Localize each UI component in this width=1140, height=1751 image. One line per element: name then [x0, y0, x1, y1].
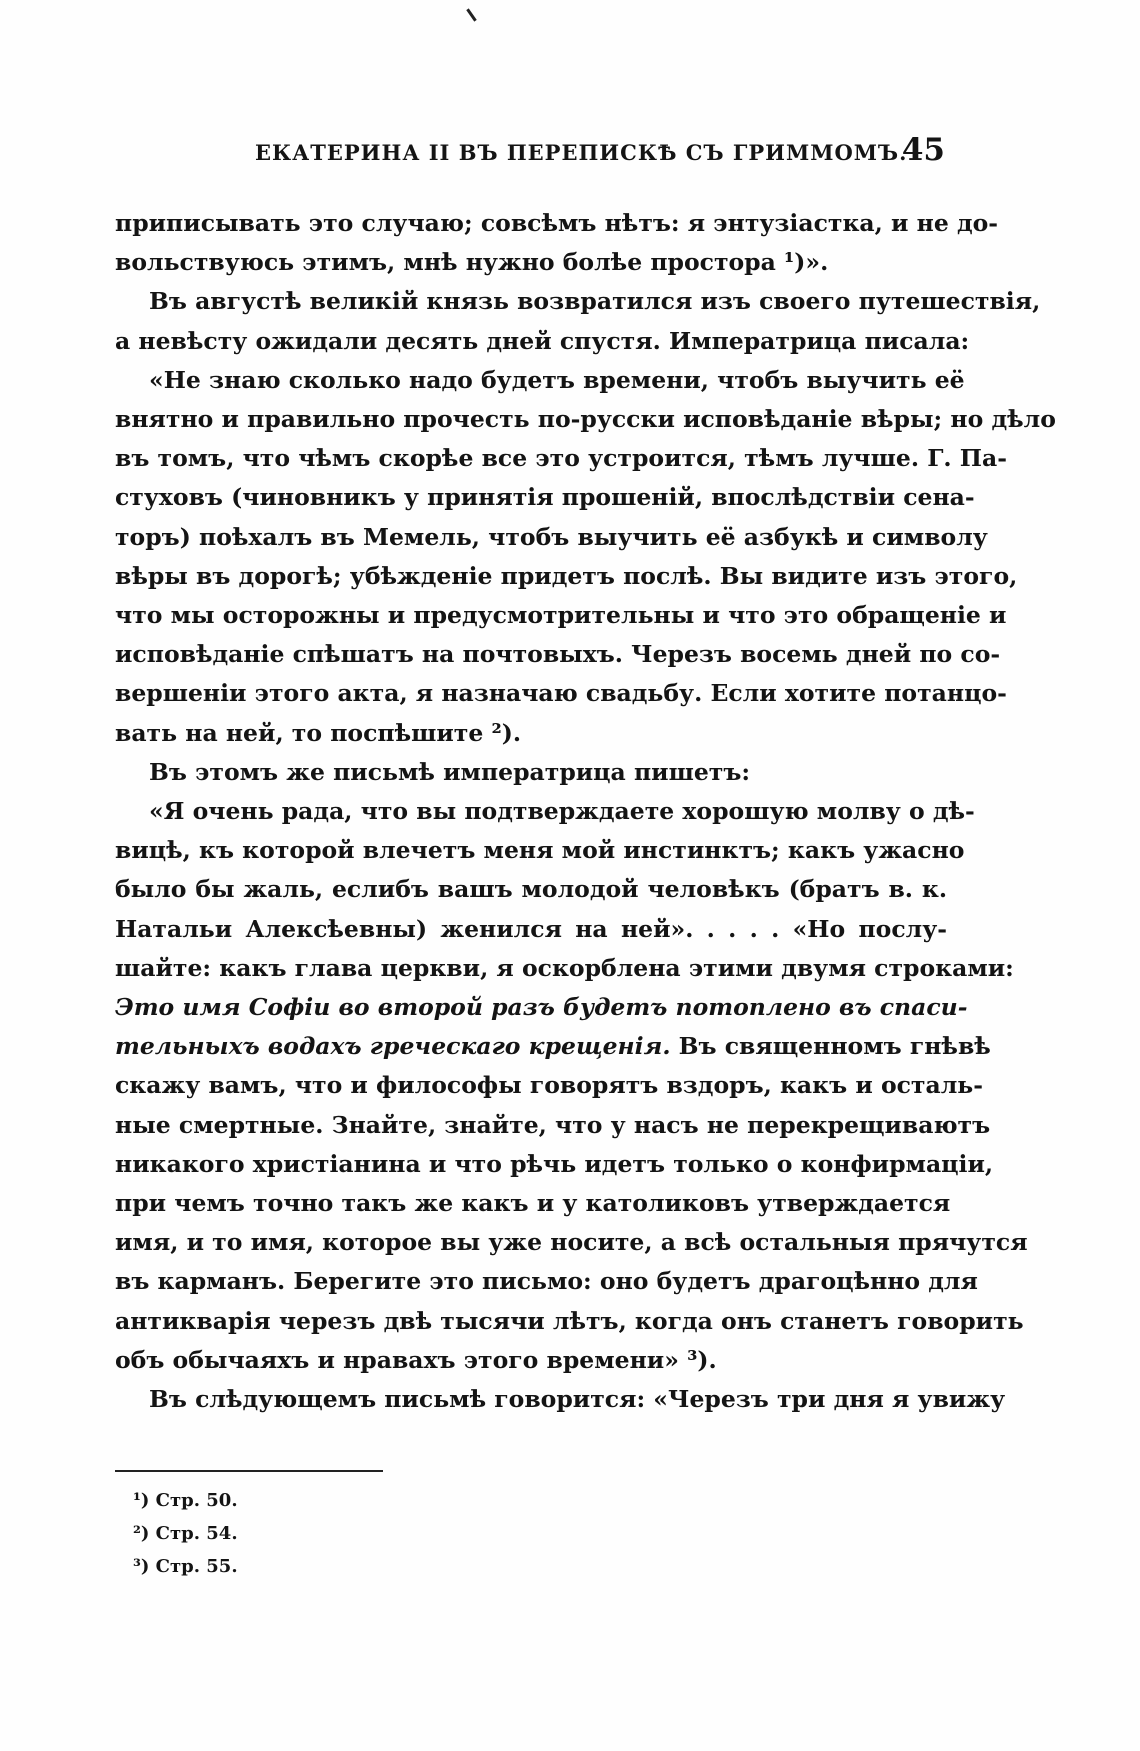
- text-line: исповѣданіе спѣшатъ на почтовыхъ. Черезъ восемь дней по со-: [115, 640, 1001, 669]
- footnote: ³) Стр. 55.: [133, 1556, 238, 1577]
- scan-mark: [466, 8, 476, 21]
- text-line: вать на ней, то поспѣшите ²).: [115, 718, 522, 747]
- text-line: въ томъ, что чѣмъ скорѣе все это устроится, тѣмъ лучше. Г. Па-: [115, 444, 1007, 473]
- text-line: Въ августѣ великій князь возвратился изъ своего путешествія,: [149, 287, 1041, 316]
- text-line: антикварія черезъ двѣ тысячи лѣтъ, когда онъ станетъ говорить: [115, 1306, 1024, 1335]
- text-line-mixed: [115, 1027, 991, 1066]
- text-line: что мы осторожны и предусмотрительны и что это обращеніе и: [115, 601, 1007, 630]
- body-text: [115, 204, 1056, 1419]
- italic-quote-line: Это имя Софіи во второй разъ будетъ потоплено въ спаси-: [115, 993, 968, 1022]
- footnotes: [133, 1484, 238, 1583]
- running-title: ЕКАТЕРИНА II ВЪ ПЕРЕПИСКѢ СЪ ГРИММОМЪ.: [255, 140, 908, 165]
- text-line: въ карманъ. Берегите это письмо: оно будетъ драгоцѣнно для: [115, 1267, 978, 1296]
- text-line: «Я очень рада, что вы подтверждаете хорошую молву о дѣ-: [149, 797, 975, 826]
- footnote-divider: [115, 1470, 383, 1472]
- page-number: 45: [901, 132, 945, 168]
- text-line: «Не знаю сколько надо будетъ времени, чтобъ выучить её: [149, 365, 965, 394]
- text-line: приписывать это случаю; совсѣмъ нѣтъ: я энтузіастка, и не до-: [115, 209, 999, 237]
- text-line: а невѣсту ожидали десять дней спустя. Императрица писала:: [115, 326, 970, 355]
- text-line: ные смертные. Знайте, знайте, что у насъ не перекрещиваютъ: [115, 1110, 991, 1139]
- text-line: шайте: какъ глава церкви, я оскорблена этими двумя строками:: [115, 953, 1014, 982]
- text-line: имя, и то имя, которое вы уже носите, а всѣ остальныя прячутся: [115, 1228, 1028, 1257]
- text-line: вѣры въ дорогѣ; убѣжденіе придетъ послѣ. Вы видите изъ этого,: [115, 561, 1018, 590]
- text-line: скажу вамъ, что и философы говорятъ вздоръ, какъ и осталь-: [115, 1071, 983, 1100]
- text-line: объ обычаяхъ и нравахъ этого времени» ³).: [115, 1345, 717, 1374]
- text-line: вольствуюсь этимъ, мнѣ нужно болѣе простора ¹)».: [115, 248, 829, 277]
- text-line: торъ) поѣхалъ въ Мемель, чтобъ выучить её азбукѣ и символу: [115, 522, 988, 551]
- page-header: [115, 132, 945, 172]
- text-line: Въ слѣдующемъ письмѣ говорится: «Черезъ три дня я увижу: [149, 1385, 1006, 1414]
- footnote: ²) Стр. 54.: [133, 1523, 238, 1544]
- text-line: стуховъ (чиновникъ у принятія прошеній, впослѣдствіи сена-: [115, 483, 975, 512]
- footnote: ¹) Стр. 50.: [133, 1490, 238, 1511]
- italic-quote-end: тельныхъ водахъ греческаго крещенія.: [115, 1032, 671, 1061]
- text-line: вершеніи этого акта, я назначаю свадьбу. Если хотите потанцо-: [115, 679, 1007, 708]
- text-line: внятно и правильно прочесть по-русски исповѣданіе вѣры; но дѣло: [115, 405, 1056, 434]
- text-line: при чемъ точно такъ же какъ и у католиковъ утверждается: [115, 1189, 951, 1218]
- text-line: Натальи Алексѣевны) женился на ней». . . . . «Но послу-: [115, 914, 947, 943]
- text-line: было бы жаль, еслибъ вашъ молодой человѣкъ (братъ в. к.: [115, 875, 947, 904]
- text-line: Въ этомъ же письмѣ императрица пишетъ:: [149, 757, 751, 786]
- text-line: никакого христіанина и что рѣчь идетъ только о конфирмаціи,: [115, 1149, 994, 1178]
- text-continuation: Въ священномъ гнѣвѣ: [670, 1032, 991, 1061]
- text-line: вицѣ, къ которой влечетъ меня мой инстинктъ; какъ ужасно: [115, 836, 965, 865]
